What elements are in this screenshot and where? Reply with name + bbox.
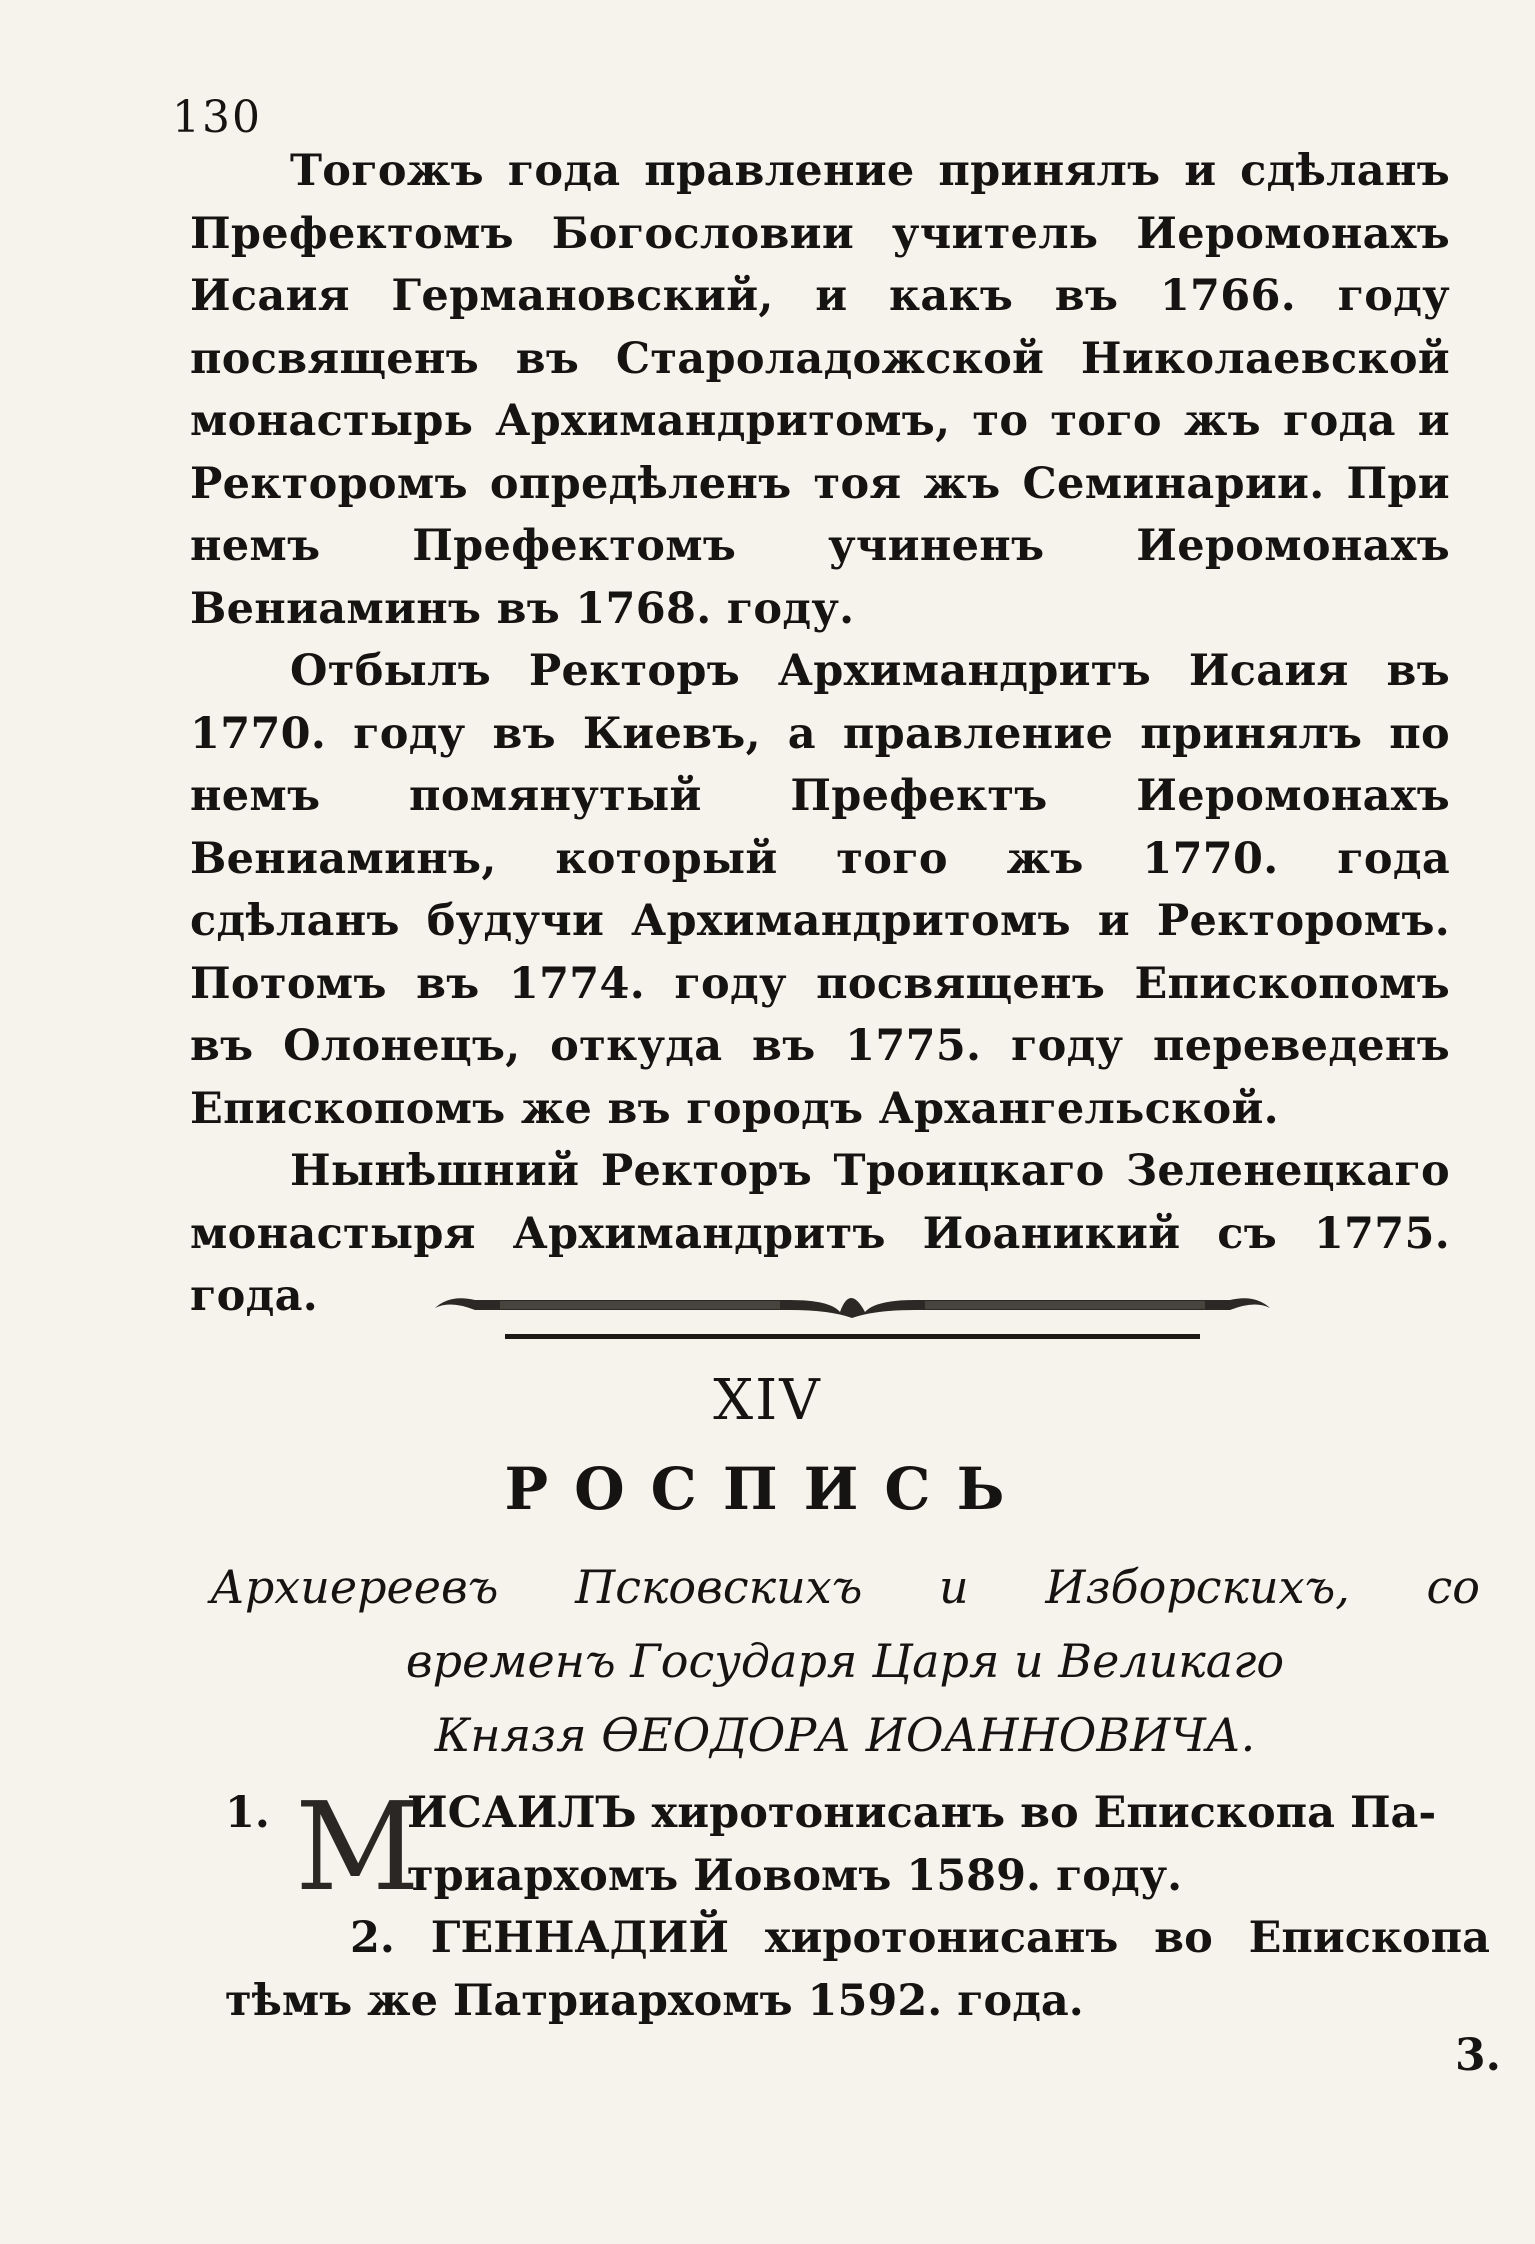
entry-list [225, 1776, 1490, 2032]
entry-number: 2. [350, 1913, 395, 1963]
paragraph: Тогожъ года правление принялъ и сдѣланъ Префектомъ Богословии учитель Иеромонахъ Исаия Германовский, и какъ въ 1766. году посвященъ въ Староладожской Николаевской монастырь Архимандритомъ, то того жъ года и Ректоромъ опредѣленъ тоя жъ Семинарии. При немъ Префектомъ учиненъ Иеромонахъ Вениаминъ въ 1768. году. [190, 146, 1450, 634]
entry-number: 1. [225, 1788, 270, 1838]
subtitle-line: Князя ѲЕОДОРА ИОАННОВИЧА. [434, 1708, 1256, 1762]
section-subtitle [210, 1550, 1480, 1772]
drop-cap: М [295, 1776, 420, 1918]
entry-text: триархомъ Иовомъ 1589. году. [407, 1850, 1183, 1901]
entry-text: ИСАИЛЪ хиротонисанъ во Епископа Па- [407, 1788, 1437, 1838]
page-number: 130 [172, 92, 262, 143]
body-text [190, 140, 1450, 1328]
paragraph: Отбылъ Ректоръ Архимандритъ Исаия въ 1770. году въ Киевъ, а правление принялъ по немъ помянутый Префектъ Иеромонахъ Вениаминъ, который того жъ 1770. года сдѣланъ будучи Архимандритомъ и Ректоромъ. Потомъ въ 1774. году посвященъ Епископомъ въ Олонецъ, откуда въ 1775. году переведенъ Епископомъ же въ городъ Архангельской. [190, 646, 1450, 1134]
entry-text: ГЕННАДИЙ хиротонисанъ во Епископа тѣмъ же Патриархомъ 1592. года. [225, 1913, 1490, 2026]
section-title: РОСПИСЬ [504, 1455, 1031, 1523]
paragraph: Нынѣшний Ректоръ Троицкаго Зеленецкаго монастыря Архимандритъ Иоаникий съ 1775. года. [190, 1146, 1450, 1321]
list-item [225, 1907, 1490, 2032]
catchword: 3. [1455, 2030, 1501, 2081]
list-item [225, 1776, 1490, 1918]
ornament-divider [430, 1270, 1275, 1330]
section-number: XIV [713, 1368, 822, 1433]
subtitle-line: Архиереевъ Псковскихъ и Изборскихъ, со [210, 1560, 1480, 1614]
horizontal-rule [505, 1334, 1200, 1339]
subtitle-line: временъ Государя Царя и Великаго [405, 1634, 1285, 1688]
